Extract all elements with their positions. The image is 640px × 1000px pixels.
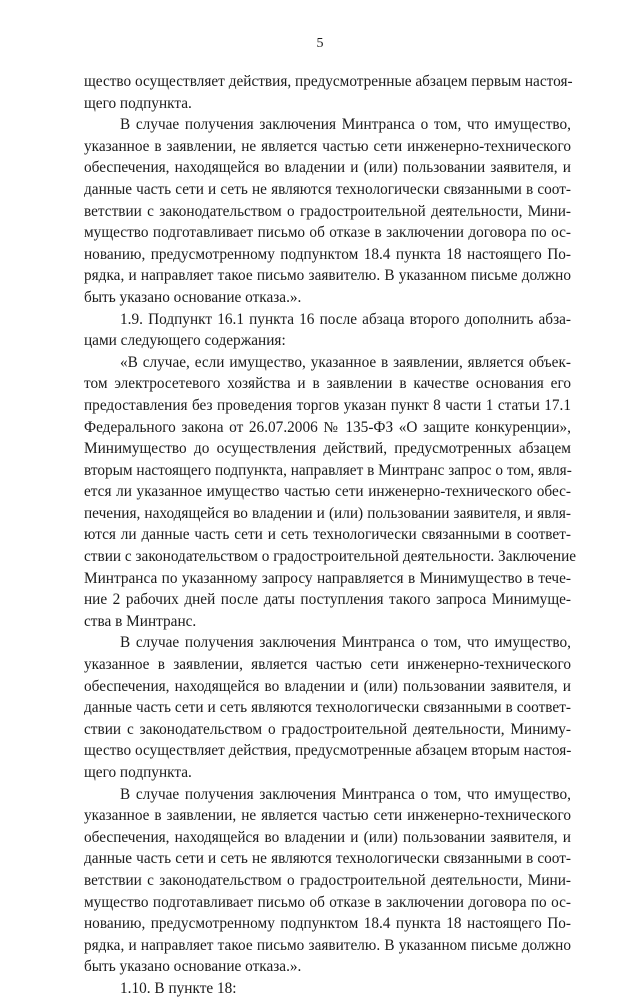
text-line: вторым настоящего подпункта, направляет в Минтранс запрос о том, явля- (84, 461, 572, 479)
text-line: ствии с законодательством о градостроительной деятельности. Заключение (84, 548, 577, 566)
paragraph-item-1-10 (84, 978, 571, 1000)
text-line: Федерального закона от 26.07.2006 № 135-ФЗ «О защите конкуренции», (84, 418, 571, 436)
text-line: ства в Минтранс. (84, 612, 197, 630)
text-line: цами следующего содержания: (84, 332, 286, 350)
text-line: В случае получения заключения Минтранса о том, что имущество, (120, 785, 571, 803)
text-line: Минтранса по указанному запросу направляется в Минимущество в тече- (84, 569, 571, 587)
text-line: В случае получения заключения Минтранса о том, что имущество, (120, 634, 571, 652)
text-line: рядка, и направляет такое письмо заявителю. В указанном письме должно (84, 936, 571, 954)
text-line: ветствии с законодательством о градостроительной деятельности, Мини- (84, 871, 571, 889)
text-line: ствии с законодательством о градостроительной деятельности, Миниму- (84, 720, 571, 738)
text-line: ветствии с законодательством о градостроительной деятельности, Мини- (84, 202, 571, 220)
text-line: щество осуществляет действия, предусмотренные абзацем вторым настоя- (84, 742, 572, 760)
text-line: мущество подготавливает письмо об отказе в заключении договора по ос- (84, 893, 571, 911)
text-line: данные часть сети и сеть являются технологически связанными в соответ- (84, 699, 571, 717)
text-line: быть указано основание отказа.». (84, 958, 302, 976)
page-number: 5 (316, 36, 324, 51)
paragraph-request-procedure (84, 352, 577, 633)
text-line: нованию, предусмотренному подпунктом 18.4 пункта 18 настоящего По- (84, 245, 571, 263)
text-line: обеспечения, находящейся во владении и (или) пользовании заявителя, и (84, 828, 571, 846)
text-line: указанное в заявлении, является частью сети инженерно-технического (84, 656, 571, 674)
text-line: щего подпункта. (84, 94, 192, 112)
text-line: щество осуществляет действия, предусмотренные абзацем первым настоя- (84, 73, 573, 90)
text-line: ется ли указанное имущество частью сети инженерно-технического обес- (84, 483, 571, 501)
text-line: указанное в заявлении, не является частью сети инженерно-технического (84, 807, 571, 825)
text-line: щего подпункта. (84, 764, 192, 781)
paragraph-is-part (84, 632, 571, 783)
document-body (84, 71, 577, 1000)
text-line: ние 2 рабочих дней после даты поступления такого запроса Минимуще- (84, 591, 571, 609)
text-line: обеспечения, находящейся во владении и (или) пользовании заявителя, и (84, 677, 571, 695)
text-line: рядка, и направляет такое письмо заявителю. В указанном письме должно (84, 267, 571, 285)
text-line: обеспечения, находящейся во владении и (или) пользовании заявителя, и (84, 159, 571, 177)
paragraph-item-1-9 (84, 309, 571, 352)
text-line: данные часть сети и сеть не являются технологически связанными в соот- (84, 180, 571, 198)
text-line: «В случае, если имущество, указанное в заявлении, является объек- (120, 353, 571, 371)
paragraph-not-part (84, 784, 571, 978)
text-line: 1.9. Подпункт 16.1 пункта 16 после абзаца второго дополнить абза- (120, 310, 571, 328)
text-line: 1.10. В пункте 18: (120, 979, 237, 997)
text-line: нованию, предусмотренному подпунктом 18.4 пункта 18 настоящего По- (84, 915, 571, 933)
paragraph-continuation (84, 71, 571, 114)
text-line: быть указано основание отказа.». (84, 288, 302, 306)
text-line: ются ли данные часть сети и сеть технологически связанными в соответ- (84, 526, 571, 544)
text-line: Минимущество до осуществления действий, предусмотренных абзацем (84, 440, 571, 458)
text-line: мущество подготавливает письмо об отказе в заключении договора по ос- (84, 224, 571, 242)
text-line: том электросетевого хозяйства и в заявлении в качестве основания его (84, 375, 571, 393)
text-line: печения, находящейся во владении и (или) пользовании заявителя, и явля- (84, 504, 571, 522)
paragraph-refusal-not-part (84, 114, 571, 308)
text-line: указанное в заявлении, не является частью сети инженерно-технического (84, 137, 571, 155)
text-line: данные часть сети и сеть не являются технологически связанными в соот- (84, 850, 571, 868)
text-line: предоставления без проведения торгов указан пункт 8 части 1 статьи 17.1 (84, 396, 571, 414)
text-line: В случае получения заключения Минтранса о том, что имущество, (120, 116, 571, 134)
